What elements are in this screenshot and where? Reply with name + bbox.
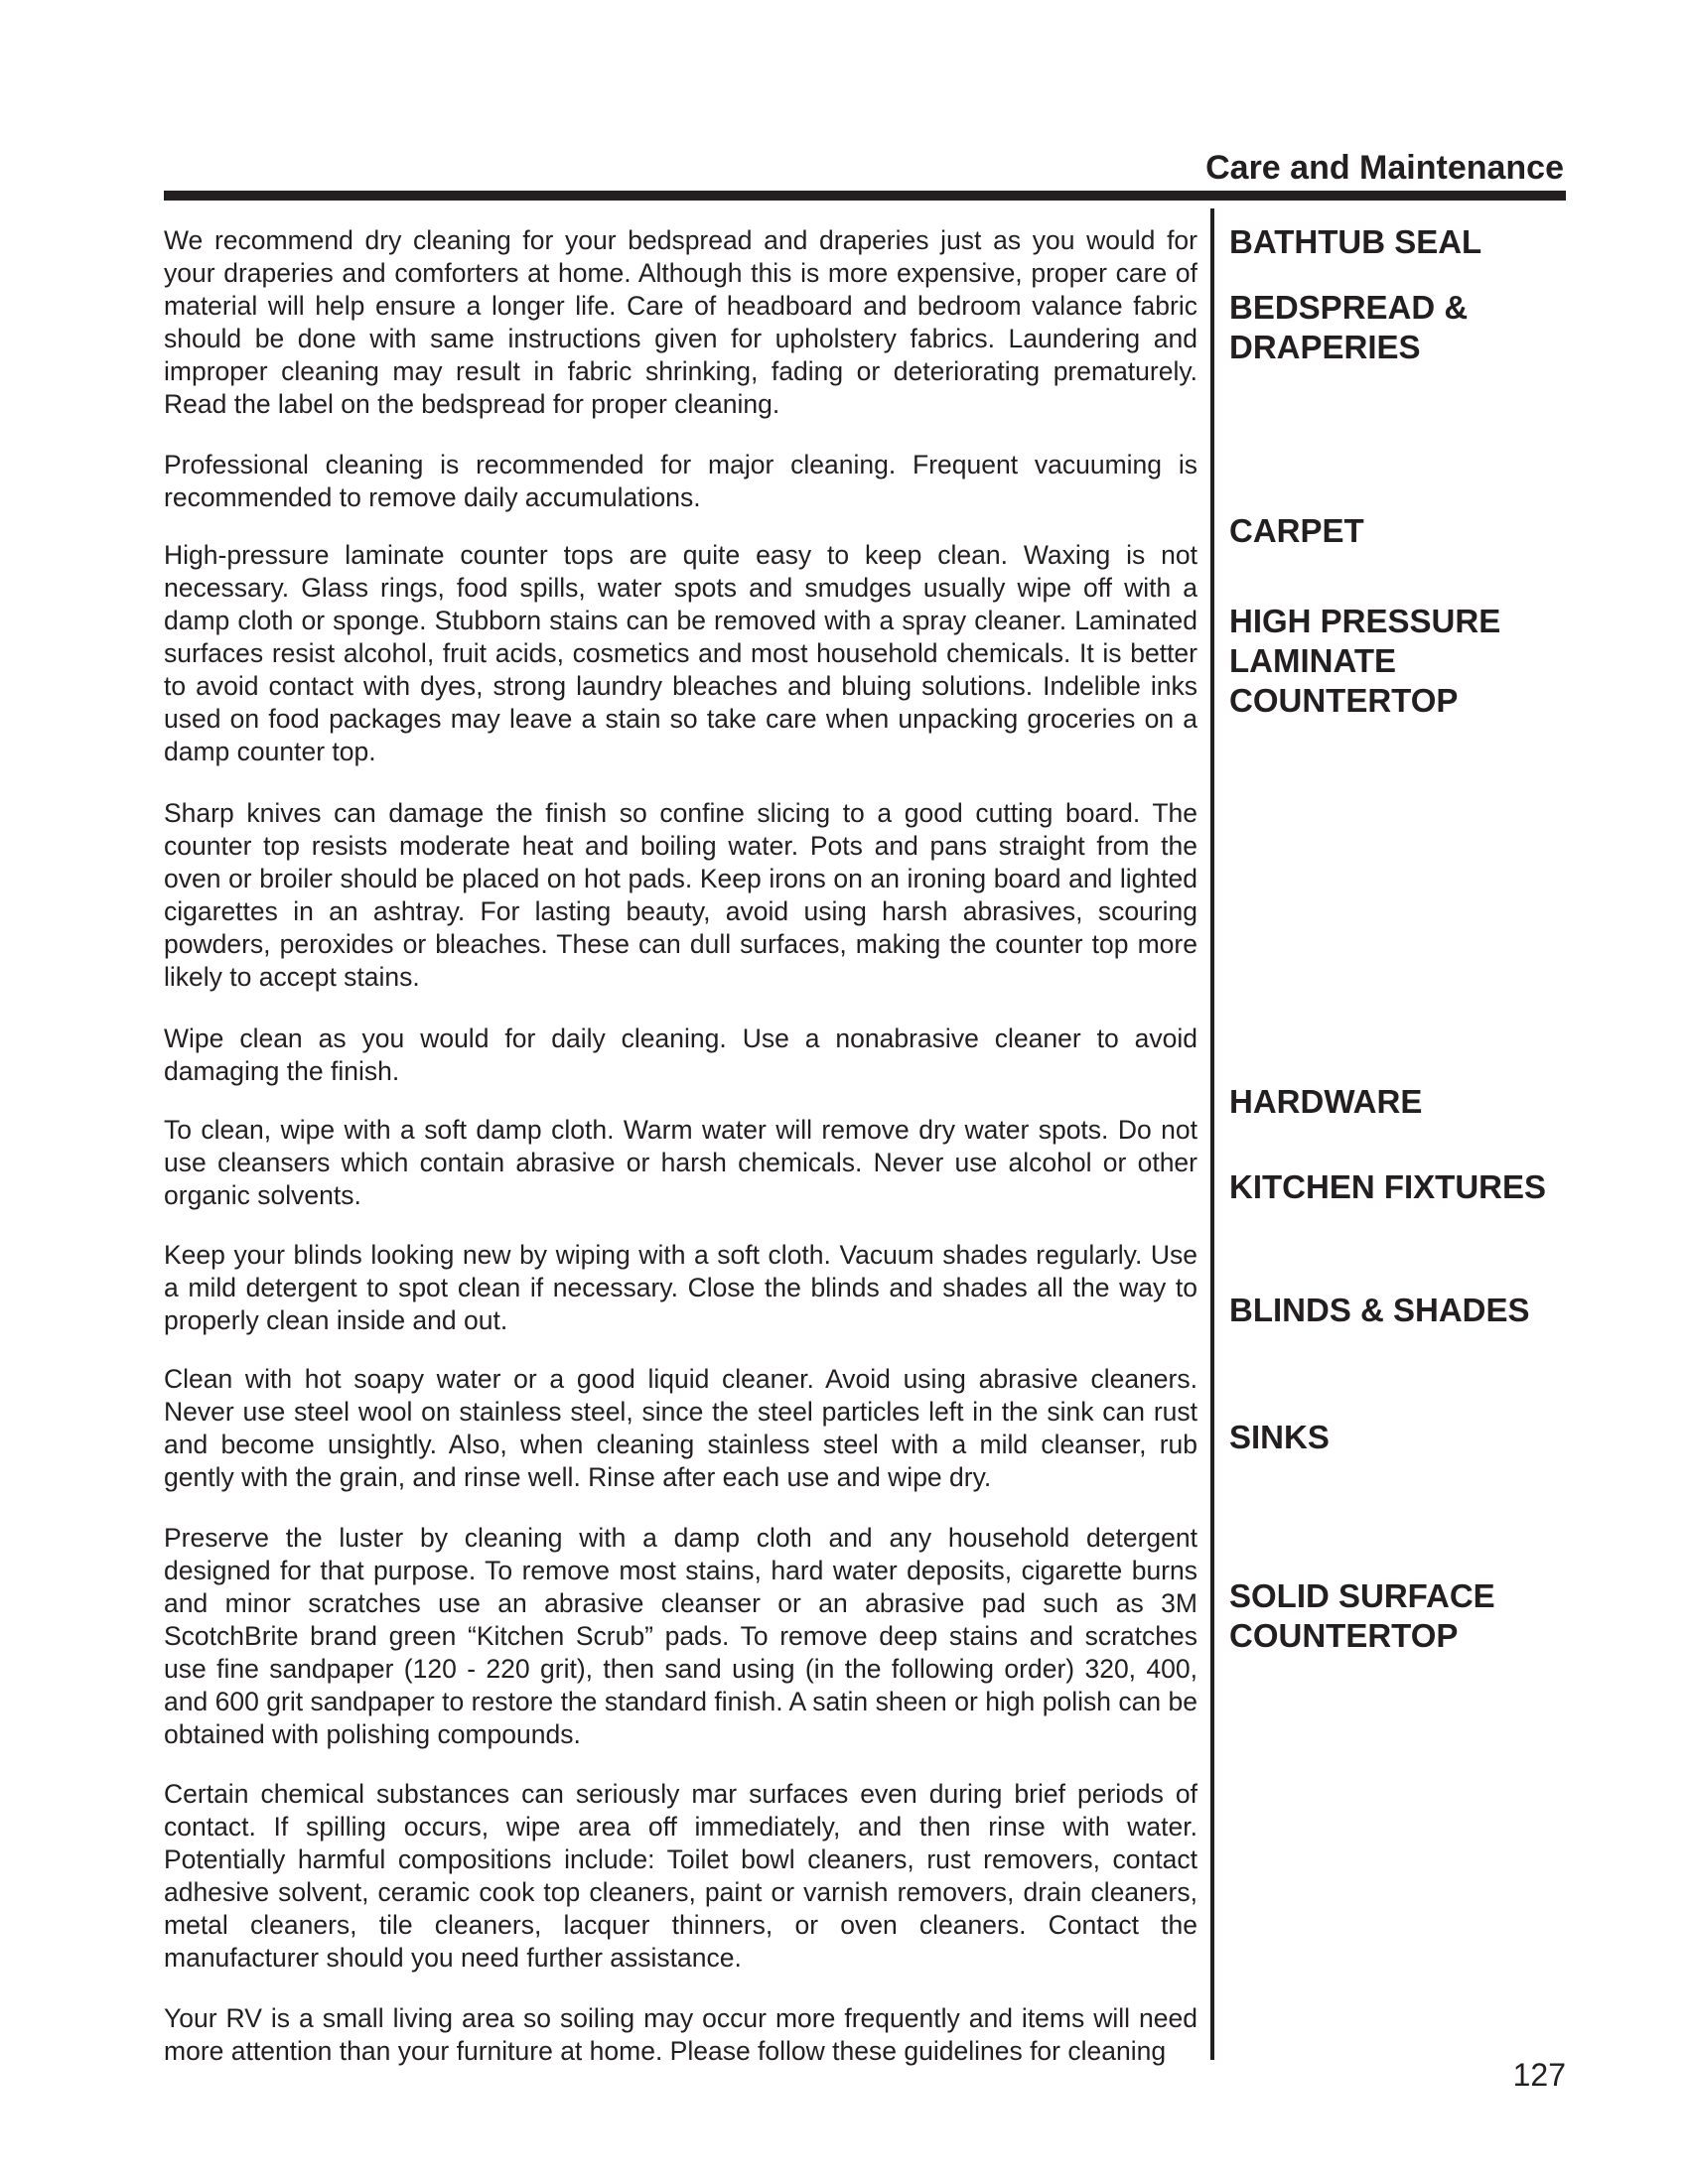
heading-hardware: HARDWARE	[1229, 1083, 1423, 1120]
page-number: 127	[1512, 2057, 1566, 2093]
paragraph-bedspread-draperies: We recommend dry cleaning for your bedspread and draperies just as you would for your draperies and comforters at home. Although this is more expensive, proper care of material will help ensure a longer life. Care of headboard and bedroom valance fabric should be done with same instructions given for upholstery fabrics. Laundering and improper cleaning may result in fabric shrinking, fading or deteriorating prematurely. Read the label on the bedspread for proper cleaning.	[164, 225, 1197, 419]
heading-carpet: CARPET	[1229, 512, 1364, 549]
paragraph-carpet: Professional cleaning is recommended for major cleaning. Frequent vacuuming is recommended to remove daily accumulations.	[164, 450, 1197, 512]
paragraph-sinks: Clean with hot soapy water or a good liquid cleaner. Avoid using abrasive cleaners. Never use steel wool on stainless steel, since the steel particles left in the sink can rust and become unsightly. Also, when cleaning stainless steel with a mild cleanser, rub gently with the grain, and rinse well. Rinse after each use and wipe dry.	[164, 1364, 1197, 1492]
header-rule	[164, 191, 1566, 201]
paragraph-blinds-shades: Keep your blinds looking new by wiping with a soft cloth. Vacuum shades regularly. Use a mild detergent to spot clean if necessary. Close the blinds and shades all the way to properly clean inside and out.	[164, 1240, 1197, 1335]
paragraph-hardware: Wipe clean as you would for daily cleaning. Use a nonabrasive cleaner to avoid damaging the finish.	[164, 1024, 1197, 1086]
heading-bedspread-draperies: BEDSPREAD & DRAPERIES	[1229, 289, 1469, 365]
heading-sinks: SINKS	[1229, 1419, 1330, 1455]
heading-solid-surface-countertop: SOLID SURFACE COUNTERTOP	[1229, 1577, 1495, 1654]
paragraph-solid-surface: Preserve the luster by cleaning with a damp cloth and any household detergent designed for that purpose. To remove most stains, hard water deposits, cigarette burns and minor scratches use an abrasive cleanser or an abrasive pad such as 3M ScotchBrite brand green “Kitchen Scrub” pads. To remove deep stains and scratches use fine sandpaper (120 - 220 grit), then sand using (in the following order) 320, 400, and 600 grit sandpaper to restore the standard finish. A satin sheen or high polish can be obtained with polishing compounds.	[164, 1523, 1197, 1749]
paragraph-laminate-countertop: High-pressure laminate counter tops are quite easy to keep clean. Waxing is not necessary. Glass rings, food spills, water spots and smudges usually wipe off with a damp cloth or sponge. Stubborn stains can be removed with a spray cleaner. Laminated surfaces resist alcohol, fruit acids, cosmetics and most household chemicals. It is better to avoid contact with dyes, strong laundry bleaches and bluing solutions. Indelible inks used on food packages may leave a stain so take care when unpacking groceries on a damp counter top.	[164, 540, 1197, 766]
column-divider	[1210, 208, 1214, 2060]
heading-bathtub-seal: BATHTUB SEAL	[1229, 223, 1482, 260]
heading-high-pressure-laminate-countertop: HIGH PRESSURE LAMINATE COUNTERTOP	[1229, 603, 1501, 719]
heading-kitchen-fixtures: KITCHEN FIXTURES	[1229, 1168, 1547, 1205]
page-title: Care and Maintenance	[1205, 149, 1564, 187]
heading-blinds-shades: BLINDS & SHADES	[1229, 1292, 1530, 1328]
paragraph-solid-surface-chemicals: Certain chemical substances can seriously mar surfaces even during brief periods of contact. If spilling occurs, wipe area off immediately, and then rinse with water. Potentially harmful compositions include: Toilet bowl cleaners, rust removers, contact adhesive solvent, ceramic cook top cleaners, paint or varnish removers, drain cleaners, metal cleaners, tile cleaners, lacquer thinners, or oven cleaners. Contact the manufacturer should you need further assistance.	[164, 1779, 1197, 1973]
paragraph-rv-guidelines: Your RV is a small living area so soiling may occur more frequently and items will need more attention than your furniture at home. Please follow these guidelines for cleaning	[164, 2003, 1197, 2066]
paragraph-kitchen-fixtures: To clean, wipe with a soft damp cloth. Warm water will remove dry water spots. Do not use cleansers which contain abrasive or harsh chemicals. Never use alcohol or other organic solvents.	[164, 1115, 1197, 1210]
paragraph-laminate-care: Sharp knives can damage the finish so confine slicing to a good cutting board. The counter top resists moderate heat and boiling water. Pots and pans straight from the oven or broiler should be placed on hot pads. Keep irons on an ironing board and lighted cigarettes in an ashtray. For lasting beauty, avoid using harsh abrasives, scouring powders, peroxides or bleaches. These can dull surfaces, making the counter top more likely to accept stains.	[164, 798, 1197, 992]
